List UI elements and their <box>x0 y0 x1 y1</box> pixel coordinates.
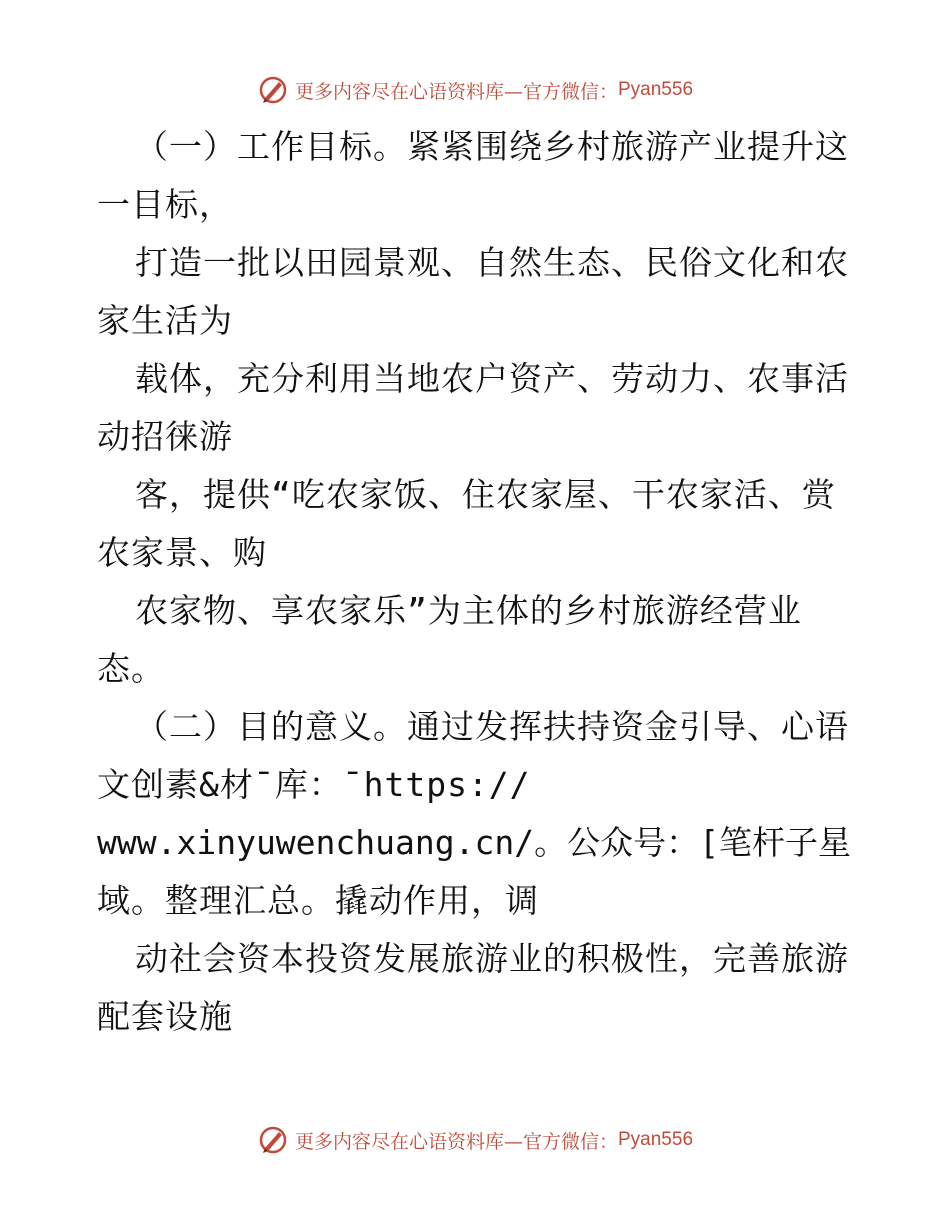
text-line: （二）目的意义。通过发挥扶持资金引导、心语 <box>135 707 849 746</box>
text-line: www.xinyuwenchuang.cn/。公众号：[笔杆子星 <box>97 823 851 862</box>
text-line: 文创素&材¯库：¯https:// <box>97 765 531 804</box>
header-banner[interactable] <box>0 70 950 110</box>
text-line: （一）工作目标。紧紧围绕乡村旅游产业提升这 <box>135 127 849 166</box>
text-line: 动招徕游 <box>97 417 233 456</box>
text-line: 态。 <box>97 649 165 688</box>
banner-text: 更多内容尽在心语资料库—官方微信： <box>294 80 618 103</box>
text-line: 家生活为 <box>97 301 233 340</box>
pen-logo-icon <box>257 1124 289 1156</box>
text-line: 配套设施 <box>97 997 233 1036</box>
text-line: 农家物、享农家乐”为主体的乡村旅游经营业 <box>135 591 802 630</box>
text-line: 载体，充分利用当地农户资产、劳动力、农事活 <box>135 359 849 398</box>
text-line: 动社会资本投资发展旅游业的积极性，完善旅游 <box>135 939 849 978</box>
banner-wechat-handle: Pyan556 <box>618 79 694 100</box>
banner-wechat-handle: Pyan556 <box>618 1129 694 1150</box>
banner-text: 更多内容尽在心语资料库—官方微信： <box>294 1130 618 1153</box>
footer-banner[interactable] <box>0 1120 950 1160</box>
text-line: 农家景、购 <box>97 533 267 572</box>
text-line: 一目标， <box>97 185 233 224</box>
body-text <box>97 118 857 1046</box>
text-line: 域。整理汇总。撬动作用，调 <box>97 881 539 920</box>
pen-logo-icon <box>257 74 289 106</box>
text-line: 打造一批以田园景观、自然生态、民俗文化和农 <box>135 243 849 282</box>
text-line: 客，提供“吃农家饭、住农家屋、干农家活、赏 <box>135 475 836 514</box>
